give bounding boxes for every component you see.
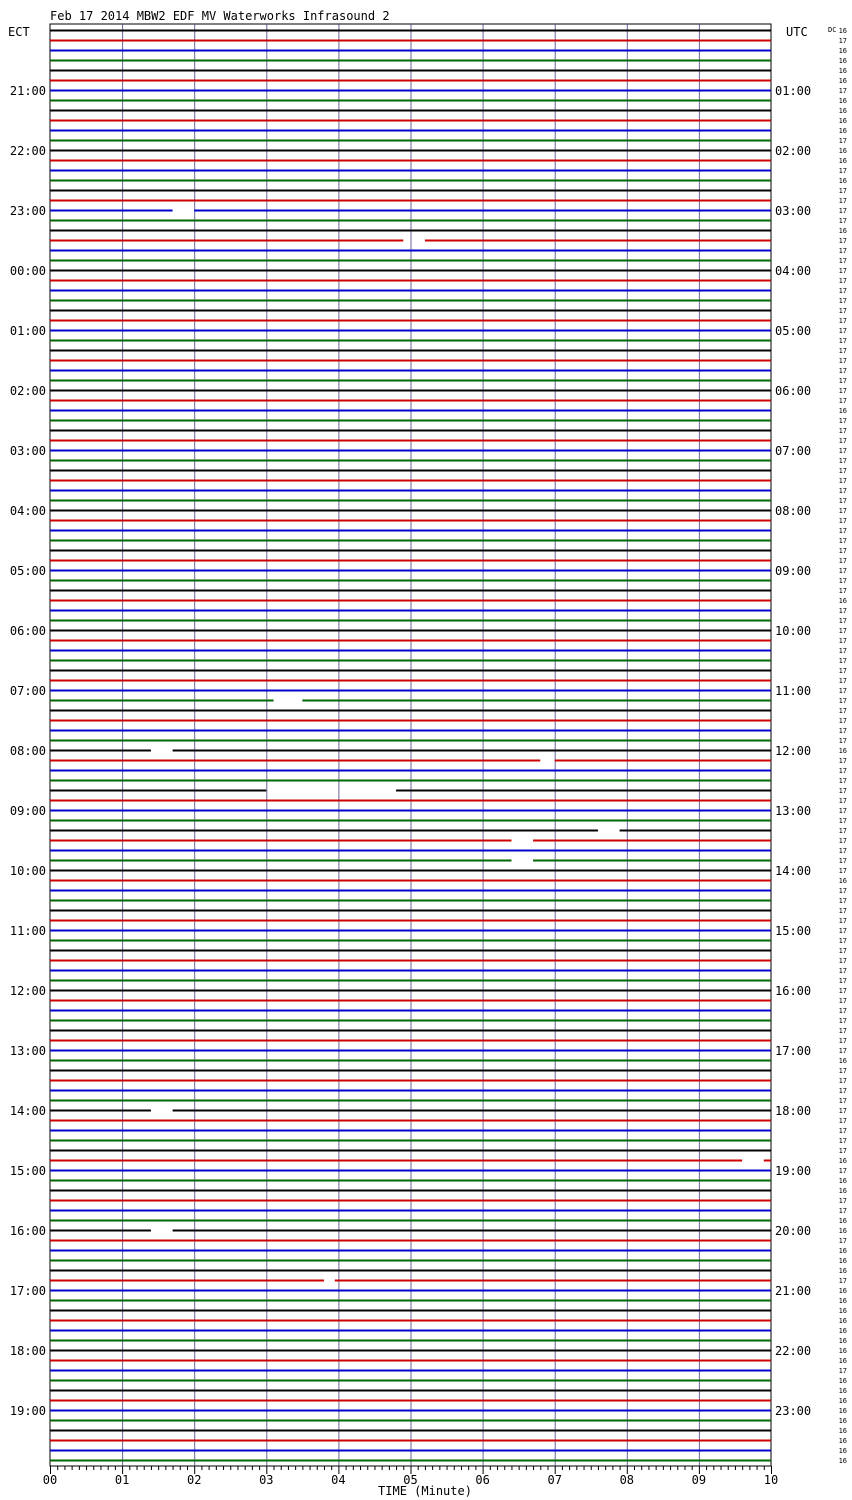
dc-value: 17 (838, 357, 847, 365)
dc-value: 17 (838, 847, 847, 855)
dc-value: 17 (838, 1197, 847, 1205)
dc-value: 17 (838, 287, 847, 295)
dc-value: 16 (838, 1177, 847, 1185)
dc-value: 17 (838, 907, 847, 915)
x-tick-label: 08 (619, 1473, 635, 1487)
dc-value: 17 (838, 417, 847, 425)
dc-value: 17 (838, 557, 847, 565)
left-hour-label: 10:00 (9, 864, 46, 878)
dc-value: 17 (838, 787, 847, 795)
right-hour-label: 15:00 (775, 924, 812, 938)
dc-value: 17 (838, 317, 847, 325)
right-hour-label: 17:00 (775, 1044, 812, 1058)
x-tick-label: 06 (475, 1473, 490, 1487)
dc-value: 16 (838, 1057, 847, 1065)
left-hour-label: 21:00 (9, 84, 46, 98)
dc-value: 17 (838, 767, 847, 775)
dc-value: 16 (838, 117, 847, 125)
dc-value: 16 (838, 127, 847, 135)
dc-value: 17 (838, 1007, 847, 1015)
left-hour-label: 16:00 (9, 1224, 46, 1238)
dc-value: 16 (838, 1247, 847, 1255)
dc-value: 16 (838, 177, 847, 185)
dc-value: 17 (838, 977, 847, 985)
dc-value: 17 (838, 1067, 847, 1075)
right-hour-label: 16:00 (775, 984, 812, 998)
dc-value: 17 (838, 327, 847, 335)
dc-value: 17 (838, 547, 847, 555)
dc-value: 16 (838, 1387, 847, 1395)
dc-value: 17 (838, 427, 847, 435)
dc-value: 17 (838, 677, 847, 685)
left-hour-label: 09:00 (9, 804, 46, 818)
left-hour-label: 06:00 (9, 624, 46, 638)
dc-value: 17 (838, 297, 847, 305)
dc-value: 17 (838, 217, 847, 225)
right-hour-label: 18:00 (775, 1104, 812, 1118)
dc-value: 16 (838, 747, 847, 755)
dc-value: 17 (838, 37, 847, 45)
dc-value: 17 (838, 207, 847, 215)
right-hour-label: 22:00 (775, 1344, 812, 1358)
dc-value: 17 (838, 807, 847, 815)
right-hour-label: 20:00 (775, 1224, 812, 1238)
dc-value: 17 (838, 947, 847, 955)
right-hour-label: 21:00 (775, 1284, 812, 1298)
left-hour-label: 18:00 (9, 1344, 46, 1358)
dc-value: 17 (838, 657, 847, 665)
dc-level-column (839, 27, 847, 1465)
dc-value: 17 (838, 457, 847, 465)
dc-value: 17 (838, 1037, 847, 1045)
dc-value: 17 (838, 967, 847, 975)
x-tick-label: 07 (547, 1473, 562, 1487)
chart-title: Feb 17 2014 MBW2 EDF MV Waterworks Infrasound 2 (50, 9, 390, 23)
dc-value: 17 (838, 897, 847, 905)
dc-value: 17 (838, 367, 847, 375)
dc-value: 17 (838, 667, 847, 675)
dc-value: 16 (838, 57, 847, 65)
right-hour-label: 14:00 (775, 864, 812, 878)
left-hour-label: 17:00 (9, 1284, 46, 1298)
dc-value: 16 (838, 1217, 847, 1225)
dc-value: 17 (838, 587, 847, 595)
dc-value: 17 (838, 307, 847, 315)
dc-value: 17 (838, 1107, 847, 1115)
dc-value: 16 (838, 1327, 847, 1335)
right-hour-label: 07:00 (775, 444, 812, 458)
dc-value: 17 (838, 187, 847, 195)
left-hour-label: 05:00 (9, 564, 46, 578)
right-timezone-label: UTC (786, 25, 808, 39)
dc-value: 17 (838, 257, 847, 265)
dc-value: 17 (838, 1137, 847, 1145)
dc-value: 17 (838, 617, 847, 625)
dc-value: 17 (838, 1097, 847, 1105)
dc-value: 17 (838, 637, 847, 645)
dc-value: 17 (838, 707, 847, 715)
dc-value: 16 (838, 1457, 847, 1465)
dc-value: 17 (838, 537, 847, 545)
dc-value: 16 (838, 1157, 847, 1165)
dc-value: 17 (838, 1367, 847, 1375)
dc-value: 16 (838, 1377, 847, 1385)
dc-value: 17 (838, 247, 847, 255)
dc-value: 17 (838, 447, 847, 455)
dc-value: 17 (838, 527, 847, 535)
dc-value: 17 (838, 917, 847, 925)
dc-value: 17 (838, 777, 847, 785)
dc-value: 16 (838, 47, 847, 55)
dc-value: 17 (838, 517, 847, 525)
left-hour-label: 04:00 (9, 504, 46, 518)
dc-value: 17 (838, 697, 847, 705)
left-hour-label: 02:00 (9, 384, 46, 398)
dc-value: 17 (838, 1167, 847, 1175)
left-hour-label: 07:00 (9, 684, 46, 698)
dc-value: 17 (838, 237, 847, 245)
left-hour-label: 14:00 (9, 1104, 46, 1118)
dc-value: 16 (838, 1417, 847, 1425)
dc-value: 17 (838, 857, 847, 865)
left-hour-label: 22:00 (9, 144, 46, 158)
right-hour-label: 09:00 (775, 564, 812, 578)
x-tick-label: 01 (114, 1473, 130, 1487)
right-hour-label: 02:00 (775, 144, 812, 158)
right-hour-label: 05:00 (775, 324, 812, 338)
dc-value: 17 (838, 437, 847, 445)
x-tick-label: 05 (403, 1473, 418, 1487)
dc-value: 17 (838, 1017, 847, 1025)
dc-value: 17 (838, 577, 847, 585)
dc-value: 17 (838, 607, 847, 615)
dc-value: 17 (838, 477, 847, 485)
left-hour-label: 15:00 (9, 1164, 46, 1178)
dc-header-label: DC (828, 26, 837, 34)
x-tick-label: 10 (763, 1473, 779, 1487)
dc-value: 17 (838, 507, 847, 515)
x-tick-label: 09 (691, 1473, 707, 1487)
dc-value: 16 (838, 1227, 847, 1235)
dc-value: 17 (838, 1127, 847, 1135)
left-hour-label: 13:00 (9, 1044, 46, 1058)
dc-value: 17 (838, 197, 847, 205)
left-hour-label: 01:00 (9, 324, 46, 338)
dc-value: 16 (838, 1317, 847, 1325)
left-timezone-label: ECT (8, 25, 30, 39)
left-hour-label: 11:00 (9, 924, 46, 938)
dc-value: 16 (838, 1427, 847, 1435)
right-hour-label: 01:00 (775, 84, 812, 98)
dc-value: 17 (838, 1047, 847, 1055)
dc-value: 17 (838, 497, 847, 505)
dc-value: 16 (838, 67, 847, 75)
dc-value: 17 (838, 1147, 847, 1155)
dc-value: 16 (838, 1257, 847, 1265)
dc-value: 17 (838, 487, 847, 495)
dc-value: 16 (838, 877, 847, 885)
dc-value: 17 (838, 377, 847, 385)
dc-value: 16 (838, 1307, 847, 1315)
right-hour-label: 03:00 (775, 204, 812, 218)
dc-value: 17 (838, 867, 847, 875)
dc-value: 17 (838, 937, 847, 945)
dc-value: 17 (838, 167, 847, 175)
dc-value: 16 (838, 1437, 847, 1445)
dc-value: 17 (838, 277, 847, 285)
dc-value: 16 (838, 407, 847, 415)
dc-value: 17 (838, 1117, 847, 1125)
dc-value: 17 (838, 997, 847, 1005)
dc-value: 16 (838, 1267, 847, 1275)
dc-value: 16 (838, 1407, 847, 1415)
dc-value: 17 (838, 887, 847, 895)
dc-value: 17 (838, 737, 847, 745)
right-hour-label: 19:00 (775, 1164, 812, 1178)
dc-value: 17 (838, 1237, 847, 1245)
dc-value: 16 (838, 77, 847, 85)
right-hour-label: 04:00 (775, 264, 812, 278)
dc-value: 16 (838, 1447, 847, 1455)
right-hour-label: 13:00 (775, 804, 812, 818)
dc-value: 16 (838, 147, 847, 155)
dc-value: 17 (838, 797, 847, 805)
right-hour-label: 11:00 (775, 684, 812, 698)
dc-value: 17 (838, 757, 847, 765)
dc-value: 16 (838, 107, 847, 115)
dc-value: 17 (838, 827, 847, 835)
right-hour-label: 12:00 (775, 744, 812, 758)
dc-value: 16 (838, 97, 847, 105)
dc-value: 17 (838, 727, 847, 735)
dc-value: 17 (838, 347, 847, 355)
dc-value: 17 (838, 267, 847, 275)
right-hour-label: 10:00 (775, 624, 812, 638)
dc-value: 16 (838, 227, 847, 235)
dc-value: 17 (838, 397, 847, 405)
dc-value: 16 (838, 1347, 847, 1355)
dc-value: 17 (838, 717, 847, 725)
dc-value: 17 (838, 647, 847, 655)
left-hour-label: 03:00 (9, 444, 46, 458)
left-hour-label: 00:00 (9, 264, 46, 278)
dc-value: 17 (838, 687, 847, 695)
right-hour-label: 08:00 (775, 504, 812, 518)
x-tick-label: 00 (42, 1473, 58, 1487)
dc-value: 17 (838, 1027, 847, 1035)
dc-value: 17 (838, 387, 847, 395)
left-hour-label: 19:00 (9, 1404, 46, 1418)
dc-value: 17 (838, 627, 847, 635)
dc-value: 17 (838, 567, 847, 575)
dc-value: 17 (838, 1277, 847, 1285)
dc-value: 16 (838, 1397, 847, 1405)
dc-value: 17 (838, 1077, 847, 1085)
dc-value: 16 (838, 1287, 847, 1295)
dc-value: 16 (838, 1187, 847, 1195)
dc-value: 17 (838, 927, 847, 935)
x-axis-label: TIME (Minute) (378, 1484, 472, 1498)
right-hour-label: 06:00 (775, 384, 812, 398)
dc-value: 17 (838, 817, 847, 825)
left-hour-label: 23:00 (9, 204, 46, 218)
dc-value: 16 (838, 597, 847, 605)
x-tick-label: 04 (331, 1473, 346, 1487)
right-hour-label: 23:00 (775, 1404, 812, 1418)
dc-value: 17 (838, 137, 847, 145)
x-tick-label: 03 (259, 1473, 274, 1487)
dc-value: 17 (838, 987, 847, 995)
x-tick-label: 02 (186, 1473, 202, 1487)
left-hour-label: 08:00 (9, 744, 46, 758)
dc-value: 17 (838, 467, 847, 475)
dc-value: 17 (838, 837, 847, 845)
dc-value: 16 (838, 1337, 847, 1345)
dc-value: 16 (838, 27, 847, 35)
dc-value: 17 (838, 957, 847, 965)
left-hour-label: 12:00 (9, 984, 46, 998)
dc-value: 17 (838, 337, 847, 345)
dc-value: 16 (838, 157, 847, 165)
dc-value: 17 (838, 1087, 847, 1095)
dc-value: 16 (838, 1297, 847, 1305)
dc-value: 17 (838, 1207, 847, 1215)
dc-value: 16 (838, 1357, 847, 1365)
dc-value: 17 (838, 87, 847, 95)
